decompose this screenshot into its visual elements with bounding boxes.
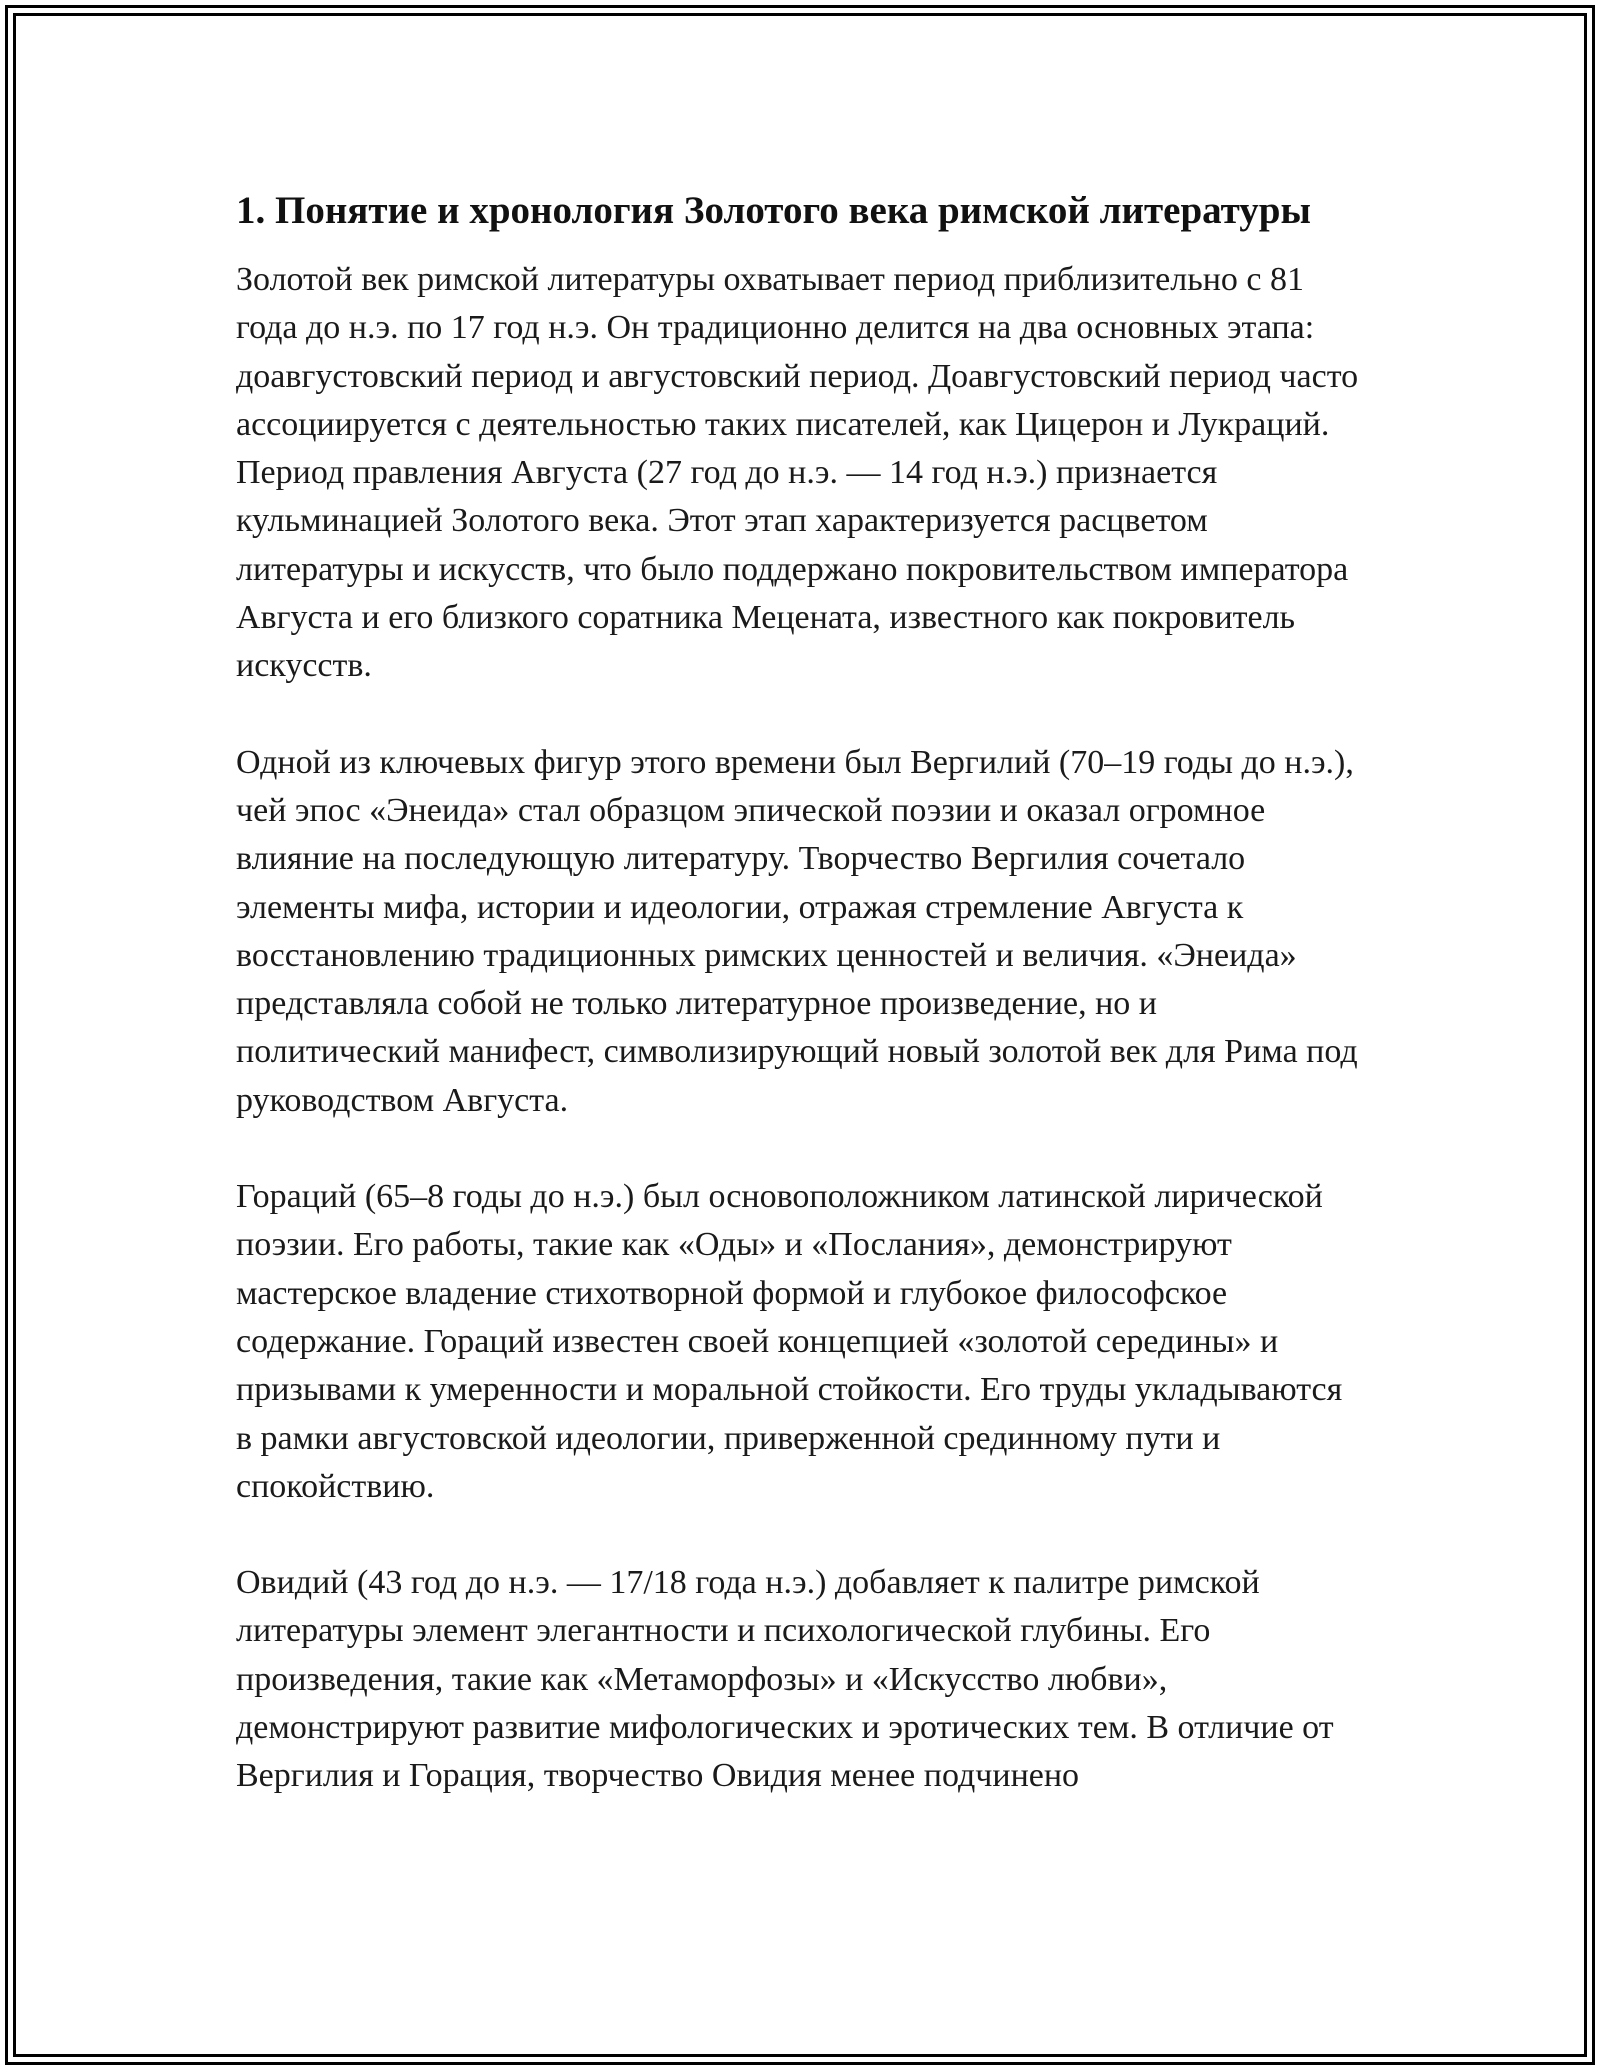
paragraph-ovid: Овидий (43 год до н.э. — 17/18 года н.э.) добавляет к палитре римской литературы элемент элегантности и психологической глубины. Его произведения, такие как «Метаморфозы» и «Искусство любви», демонстрируют развитие мифологических и эротических тем. В отличие от Вергилия и Горация, творчество Овидия менее подчинено xyxy=(236,1564,1334,1795)
section-heading: 1. Понятие и хронология Золотого века римской литературы xyxy=(236,189,1311,232)
paragraph-horace: Гораций (65–8 годы до н.э.) был основоположником латинской лирической поэзии. Его работы, такие как «Оды» и «Послания», демонстрируют мастерское владение стихотворной формой и глубокое философское содержание. Гораций известен своей концепцией «золотой середины» и призывами к умеренности и моральной стойкости. Его труды укладываются в рамки августовской идеологии, приверженной срединному пути и спокойствию. xyxy=(236,1178,1343,1505)
paragraph-vergil: Одной из ключевых фигур этого времени был Вергилий (70–19 годы до н.э.), чей эпос «Энеида» стал образцом эпической поэзии и оказал огромное влияние на последующую литературу. Творчество Вергилия сочетало элементы мифа, истории и идеологии, отражая стремление Августа к восстановлению традиционных римских ценностей и величия. «Энеида» представляла собой не только литературное произведение, но и политический манифест, символизирующий новый золотой век для Рима под руководством Августа. xyxy=(236,743,1358,1119)
paragraph-golden-age-chronology: Золотой век римской литературы охватывает период приблизительно с 81 года до н.э. по 17 год н.э. Он традиционно делится на два основных этапа: доавгустовский период и августовский период. Доавгустовский период часто ассоциируется с деятельностью таких писателей, как Цицерон и Лукраций. Период правления Августа (27 год до н.э. — 14 год н.э.) признается кульминацией Золотого века. Этот этап характеризуется расцветом литературы и искусств, что было поддержано покровительством императора Августа и его близкого соратника Мецената, известного как покровитель искусств. xyxy=(236,261,1359,685)
document-body xyxy=(236,186,1366,1849)
